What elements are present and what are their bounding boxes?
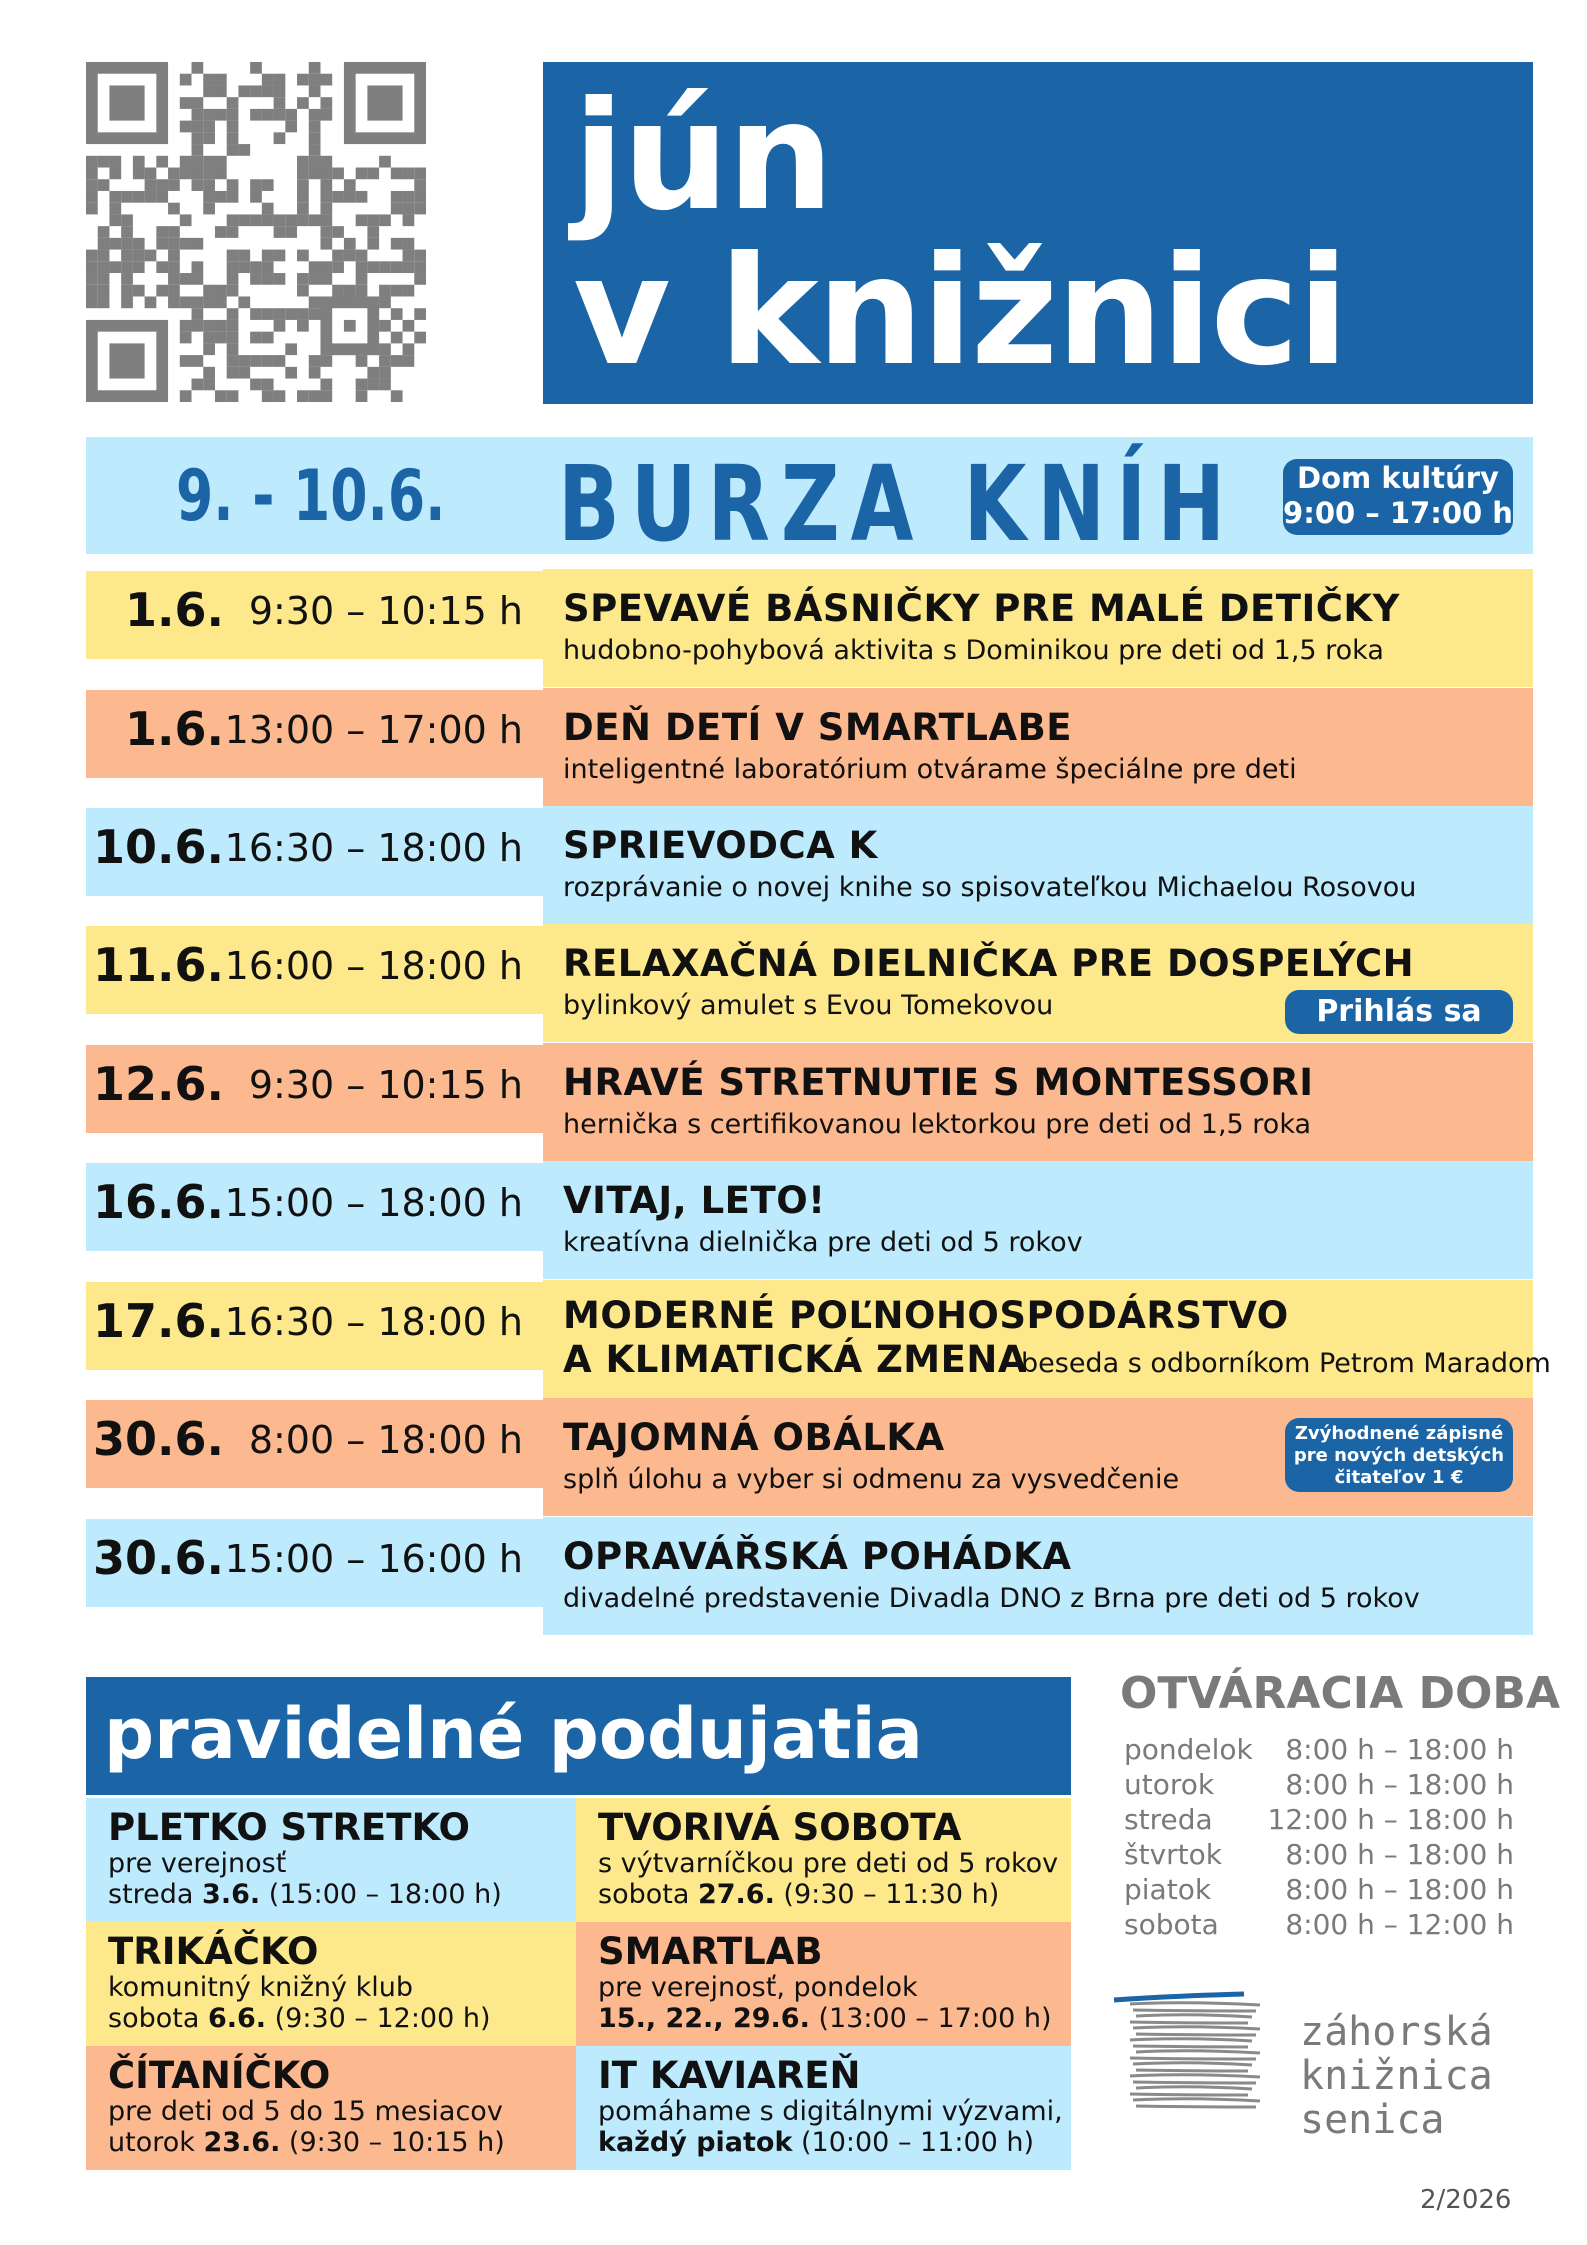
regular-event-card bbox=[576, 1922, 1071, 2046]
schedule-time: (15:00 – 18:00 h) bbox=[260, 1879, 502, 1910]
opening-day: pondelok bbox=[1124, 1733, 1253, 1766]
event-time: 15:00 – 18:00 h bbox=[224, 1181, 523, 1225]
event-time-cell bbox=[86, 1163, 543, 1251]
opening-time: 8:00 h – 18:00 h bbox=[1285, 1873, 1514, 1906]
schedule-prefix: sobota bbox=[598, 1879, 698, 1910]
opening-day: streda bbox=[1124, 1803, 1213, 1836]
event-date: 1.6. bbox=[125, 583, 224, 637]
discount-badge bbox=[1285, 1418, 1513, 1492]
event-date: 30.6. bbox=[93, 1412, 224, 1466]
schedule-time: (10:00 – 11:00 h) bbox=[792, 2127, 1035, 2158]
event-date: 30.6. bbox=[93, 1531, 224, 1585]
title-line-1: jún bbox=[573, 70, 832, 244]
event-title-line-2: A KLIMATICKÁ ZMENA bbox=[563, 1338, 1027, 1381]
opening-hours-row bbox=[1124, 1733, 1514, 1768]
regular-event-title: ČÍTANÍČKO bbox=[108, 2054, 331, 2097]
event-date: 10.6. bbox=[93, 820, 224, 874]
regular-event-schedule bbox=[108, 2127, 576, 2158]
logo-line-2: knižnica bbox=[1300, 2053, 1493, 2099]
event-title: HRAVÉ STRETNUTIE S MONTESSORI bbox=[563, 1061, 1314, 1104]
opening-day: utorok bbox=[1124, 1768, 1215, 1801]
discount-badge-line: Zvýhodnené zápisné bbox=[1294, 1423, 1504, 1444]
regular-event-description: pre deti od 5 do 15 mesiacov bbox=[108, 2096, 503, 2127]
title-line-2: v knižnici bbox=[573, 225, 1347, 399]
regular-event-title: IT KAVIAREŇ bbox=[598, 2054, 861, 2097]
event-title: DEŇ DETÍ V SMARTLABE bbox=[563, 706, 1073, 749]
opening-time: 8:00 h – 18:00 h bbox=[1285, 1838, 1514, 1871]
event-date: 17.6. bbox=[93, 1294, 224, 1348]
event-date: 1.6. bbox=[125, 702, 224, 756]
regular-event-title: SMARTLAB bbox=[598, 1930, 823, 1973]
regular-event-card bbox=[576, 2046, 1071, 2170]
issue-number: 2/2026 bbox=[1420, 2185, 1512, 2215]
burza-hours: 9:00 – 17:00 h bbox=[1283, 496, 1513, 530]
event-title: RELAXAČNÁ DIELNIČKA PRE DOSPELÝCH bbox=[563, 942, 1415, 985]
event-time: 13:00 – 17:00 h bbox=[224, 708, 523, 752]
opening-time: 12:00 h – 18:00 h bbox=[1267, 1803, 1514, 1836]
regular-event-schedule bbox=[598, 2127, 1071, 2158]
burza-place-badge bbox=[1283, 459, 1513, 535]
title-block bbox=[543, 62, 1533, 404]
library-logo-text bbox=[1300, 2010, 1493, 2142]
burza-banner bbox=[86, 437, 1533, 565]
opening-hours-row bbox=[1124, 1908, 1514, 1943]
schedule-time: (13:00 – 17:00 h) bbox=[809, 2003, 1052, 2034]
regular-event-description: s výtvarníčkou pre deti od 5 rokov bbox=[598, 1848, 1059, 1879]
schedule-time: (9:30 – 10:15 h) bbox=[280, 2127, 505, 2158]
event-time-cell bbox=[86, 926, 543, 1014]
event-time: 9:30 – 10:15 h bbox=[248, 1063, 523, 1107]
schedule-prefix: sobota bbox=[108, 2003, 208, 2034]
event-time: 16:00 – 18:00 h bbox=[224, 944, 523, 988]
logo-line-3: senica bbox=[1300, 2097, 1445, 2143]
regular-event-description: pre verejnosť bbox=[108, 1848, 287, 1879]
event-title: OPRAVÁŘSKÁ POHÁDKA bbox=[563, 1535, 1072, 1578]
regular-event-card bbox=[576, 1798, 1071, 1922]
event-detail-cell bbox=[543, 1043, 1533, 1161]
event-subtitle: hernička s certifikovanou lektorkou pre deti od 1,5 roka bbox=[563, 1109, 1312, 1140]
event-time: 16:30 – 18:00 h bbox=[224, 1300, 523, 1344]
event-time-cell bbox=[86, 1400, 543, 1488]
burza-date: 9. - 10.6. bbox=[176, 455, 446, 537]
burza-place: Dom kultúry bbox=[1297, 461, 1499, 495]
regular-event-title: PLETKO STRETKO bbox=[108, 1806, 470, 1849]
regular-event-card bbox=[86, 1798, 576, 1922]
library-logo-icon bbox=[1110, 1980, 1272, 2110]
schedule-time: (9:30 – 11:30 h) bbox=[774, 1879, 1000, 1910]
event-time-cell bbox=[86, 571, 543, 659]
event-subtitle: kreatívna dielnička pre deti od 5 rokov bbox=[563, 1227, 1083, 1258]
event-detail-cell bbox=[543, 806, 1533, 924]
regular-event-description: komunitný knižný klub bbox=[108, 1972, 413, 2003]
event-subtitle: beseda s odborníkom Petrom Maradom bbox=[1021, 1348, 1551, 1379]
schedule-date: 23.6. bbox=[203, 2127, 281, 2158]
event-time-cell bbox=[86, 1282, 543, 1370]
opening-hours-title: OTVÁRACIA DOBA bbox=[1120, 1668, 1561, 1719]
opening-day: piatok bbox=[1124, 1873, 1212, 1906]
event-subtitle: divadelné predstavenie Divadla DNO z Brna pre deti od 5 rokov bbox=[563, 1583, 1420, 1614]
regular-event-schedule bbox=[108, 2003, 576, 2034]
schedule-date: 3.6. bbox=[202, 1879, 261, 1910]
schedule-date: 6.6. bbox=[207, 2003, 267, 2034]
event-title: MODERNÉ POĽNOHOSPODÁRSTVO bbox=[563, 1294, 1289, 1337]
event-subtitle: inteligentné laboratórium otvárame špeciálne pre deti bbox=[563, 754, 1297, 785]
opening-time: 8:00 h – 18:00 h bbox=[1285, 1733, 1514, 1766]
logo-line-1: záhorská bbox=[1300, 2009, 1493, 2055]
regular-event-title: TRIKÁČKO bbox=[108, 1930, 319, 1973]
event-title: SPRIEVODCA K bbox=[563, 824, 878, 867]
event-title: SPEVAVÉ BÁSNIČKY PRE MALÉ DETIČKY bbox=[563, 587, 1400, 630]
regular-event-card bbox=[86, 2046, 576, 2170]
opening-hours-row bbox=[1124, 1838, 1514, 1873]
schedule-prefix: utorok bbox=[108, 2127, 204, 2158]
event-date: 12.6. bbox=[93, 1057, 224, 1111]
event-time: 16:30 – 18:00 h bbox=[224, 826, 523, 870]
schedule-prefix: streda bbox=[108, 1879, 203, 1910]
regular-events-title: pravidelné podujatia bbox=[104, 1693, 923, 1775]
opening-hours-row bbox=[1124, 1803, 1514, 1838]
event-detail-cell bbox=[543, 924, 1533, 1042]
event-time-cell bbox=[86, 808, 543, 896]
opening-hours-row bbox=[1124, 1873, 1514, 1908]
opening-time: 8:00 h – 12:00 h bbox=[1285, 1908, 1514, 1941]
event-subtitle: splň úlohu a vyber si odmenu za vysvedčenie bbox=[563, 1464, 1180, 1495]
event-date: 11.6. bbox=[93, 938, 224, 992]
regular-event-card bbox=[86, 1922, 576, 2046]
opening-hours-row bbox=[1124, 1768, 1514, 1803]
event-date: 16.6. bbox=[93, 1175, 224, 1229]
event-detail-cell bbox=[543, 1398, 1533, 1516]
event-time-cell bbox=[86, 690, 543, 778]
event-detail-cell bbox=[543, 569, 1533, 687]
schedule-date: každý piatok bbox=[598, 2127, 793, 2158]
register-button[interactable]: Prihlás sa bbox=[1285, 990, 1513, 1034]
discount-badge-line: čitateľov 1 € bbox=[1334, 1467, 1464, 1488]
regular-event-schedule bbox=[598, 2003, 1071, 2034]
event-detail-cell bbox=[543, 1280, 1551, 1398]
regular-event-description: pre verejnosť, pondelok bbox=[598, 1972, 918, 2003]
event-time-cell bbox=[86, 1045, 543, 1133]
event-time: 8:00 – 18:00 h bbox=[248, 1418, 523, 1462]
event-time: 15:00 – 16:00 h bbox=[224, 1537, 523, 1581]
regular-event-title: TVORIVÁ SOBOTA bbox=[598, 1806, 962, 1849]
opening-time: 8:00 h – 18:00 h bbox=[1285, 1768, 1514, 1801]
regular-event-schedule bbox=[108, 1879, 576, 1910]
burza-title: BURZA KNÍH bbox=[558, 443, 1237, 565]
event-title: TAJOMNÁ OBÁLKA bbox=[563, 1416, 945, 1459]
schedule-time: (9:30 – 12:00 h) bbox=[266, 2003, 491, 2034]
schedule-date: 27.6. bbox=[697, 1879, 775, 1910]
discount-badge-line: pre nových detských bbox=[1293, 1445, 1505, 1466]
regular-event-description: pomáhame s digitálnymi výzvami, bbox=[598, 2096, 1063, 2127]
schedule-date: 15., 22., 29.6. bbox=[598, 2003, 810, 2034]
qr-code-icon[interactable] bbox=[86, 62, 426, 402]
event-detail-cell bbox=[543, 1161, 1533, 1279]
event-time: 9:30 – 10:15 h bbox=[248, 589, 523, 633]
event-detail-cell bbox=[543, 1517, 1533, 1635]
opening-day: sobota bbox=[1124, 1908, 1219, 1941]
regular-event-schedule bbox=[598, 1879, 1071, 1910]
event-title: VITAJ, LETO! bbox=[563, 1179, 826, 1222]
event-subtitle: bylinkový amulet s Evou Tomekovou bbox=[563, 990, 1054, 1021]
event-subtitle: rozprávanie o novej knihe so spisovateľkou Michaelou Rosovou bbox=[563, 872, 1417, 903]
regular-events-header bbox=[86, 1677, 1071, 1795]
event-subtitle: hudobno-pohybová aktivita s Dominikou pre deti od 1,5 roka bbox=[563, 635, 1384, 666]
event-time-cell bbox=[86, 1519, 543, 1607]
opening-day: štvrtok bbox=[1124, 1838, 1222, 1871]
event-detail-cell bbox=[543, 688, 1533, 806]
